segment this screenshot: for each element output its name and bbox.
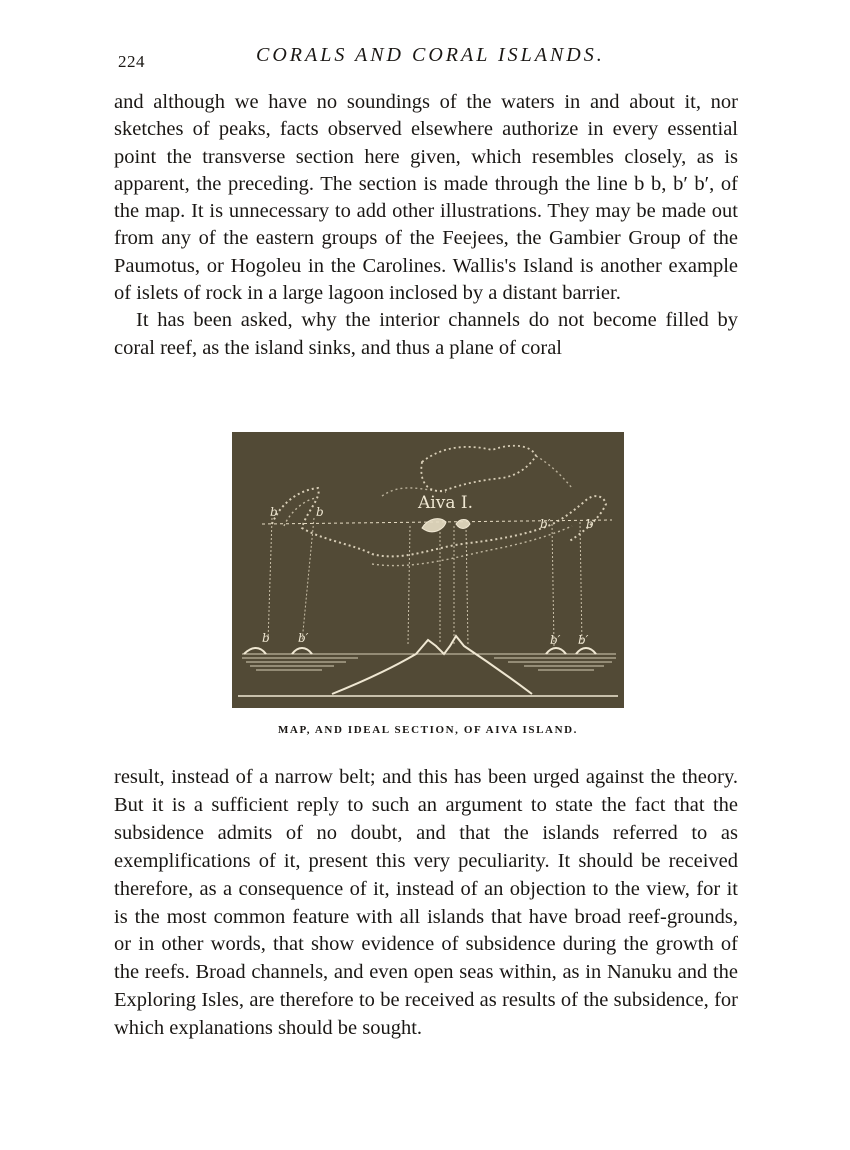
- running-head: CORALS AND CORAL ISLANDS.: [256, 44, 605, 66]
- map-marker-b: b: [270, 505, 278, 519]
- section-island-profile: [332, 636, 532, 694]
- figure-caption: MAP, AND IDEAL SECTION, OF AIVA ISLAND.: [277, 724, 579, 736]
- section-marker-b: b: [262, 631, 270, 645]
- section-reef-right: [546, 648, 596, 654]
- aiva-island-figure: [232, 432, 624, 708]
- section-reef-left: [244, 648, 312, 654]
- islet-1: [422, 519, 446, 532]
- projection-lines: [268, 518, 582, 646]
- north-reef-outline: [421, 446, 536, 491]
- map-marker-b: b: [316, 505, 324, 519]
- paragraph: result, instead of a narrow belt; and this has been urged against the theory. But it is a sufficient reply to such an argument to state the fact that the subsidence admits of no doubt, and that the islands referred to as exemplifications of it, present this very peculiarity. It should be received therefore, as a consequence of it, instead of an objection to the view, for it is the most common feature with all islands that have broad reef-grounds, or in other words, that show evidence of subsidence during the growth of the reefs. Broad channels, and even open seas within, as in Nanuku and the Exploring Isles, are therefore to be received as results of the subsidence, for which explanations should be sought.: [114, 766, 738, 1040]
- map-and-section-illustration: [232, 432, 624, 708]
- section-marker-b-prime: b′: [298, 631, 309, 645]
- body-text-bottom: [114, 764, 738, 1043]
- map-marker-b-prime: b′: [540, 517, 551, 531]
- map-marker-b-prime: b′: [586, 517, 597, 531]
- island-label: Aiva I.: [418, 493, 473, 513]
- paragraph: It has been asked, why the interior channels do not become filled by coral reef, as the island sinks, and thus a plane of coral: [114, 309, 738, 359]
- section-marker-b-prime: b′: [578, 633, 589, 647]
- page-number: 224: [118, 52, 145, 71]
- body-text-top: [114, 89, 738, 362]
- section-marker-b-prime: b′: [550, 633, 561, 647]
- north-reef-fringe: [382, 456, 572, 496]
- paragraph: and although we have no soundings of the waters in and about it, nor sketches of peaks, facts observed elsewhere authorize in every essential point the transverse section here given, which resembles closely, as is apparent, the preceding. The section is made through the line b b, b′ b′, of the map. It is unnecessary to add other illustrations. They may be made out from any of the eastern groups of the Feejees, the Gambier Group of the Paumotus, or Hogoleu in the Carolines. Wallis's Island is another example of islets of rock in a large lagoon inclosed by a distant barrier.: [114, 91, 738, 305]
- section-water: [242, 654, 616, 670]
- islet-2: [456, 520, 470, 529]
